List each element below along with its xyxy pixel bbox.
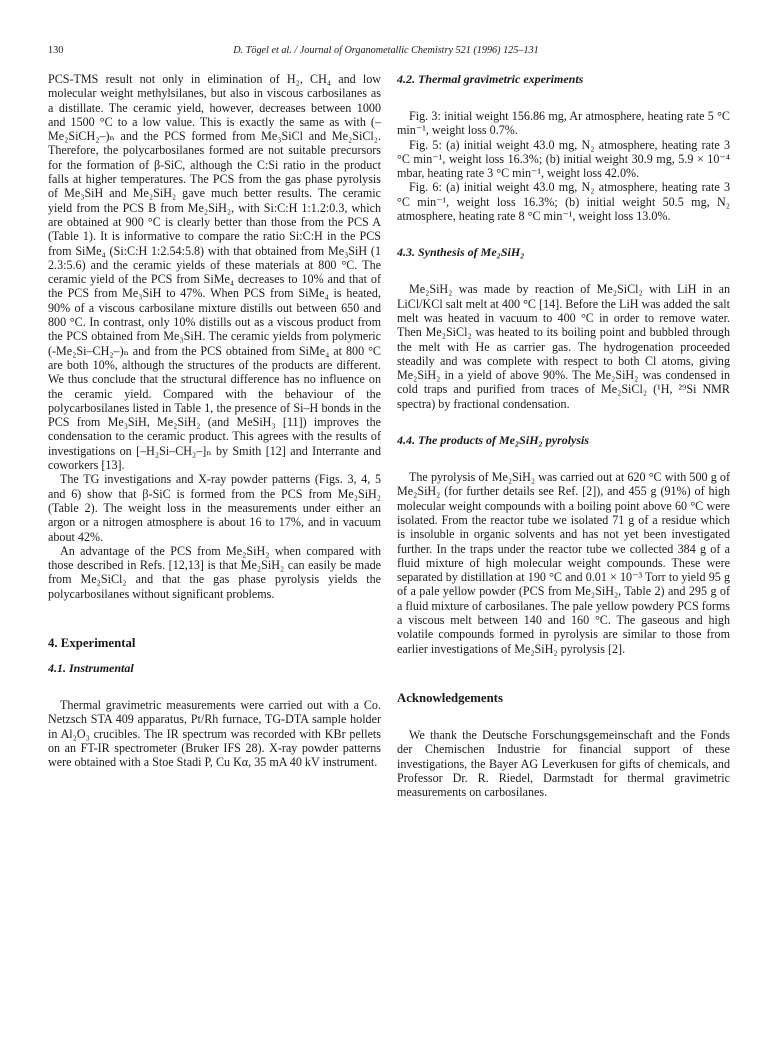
paragraph-acknowledgements: We thank the Deutsche Forschungsgemeinschaft and the Fonds der Chemischen Industrie for financial support of these investigations, the Bayer AG Leverkusen for gifts of chemicals, and Professor Dr. R. Riedel, Darmstadt for thermal gravimetric measurements on carbosilanes.: [397, 727, 730, 800]
paragraph-discussion-1: PCS-TMS result not only in elimination of H₂, CH₄ and low molecular weight methylsilanes, but also in viscous carbosilanes as a distillate. The ceramic yield, however, decreases between 1000 and 1500 °C to a low value. This is exactly the same as with (–Me₂SiCH₂–)ₙ and the PCS formed from Me₃SiCl and Me₂SiCl₂. Therefore, the polycarbosilanes formed are not suitable precursors for the formation of β-SiC, although the C:Si ratio in the product falls at higher temperatures. The PCS from the gas phase pyrolysis of Me₃SiH and Me₂SiH₂ gave much better results. The ceramic yield from the PCS B from Me₂SiH₂, with Si:C:H 1:1.2:0.3, which are obtained at 900 °C is clearly better than those from the PCS A (Table 1). It is informative to compare the ratio Si:C:H in the PCS from SiMe₄ (Si:C:H 1:2.54:5.8) with that obtained from Me₃SiH (1 2.3:5.6) and the ceramic yields of these materials at 800 °C. The ceramic yield of the PCS from SiMe₄ decreases to 10% and that of the PCS from Me₃SiH to 47%. When PCS from SiMe₄ is heated, 90% of a viscous carbosilane mixture distills out between 650 and 800 °C. In contrast, only 10% distills out as a viscous product from the PCS obtained from Me₃SiH. The ceramic yields from polymeric (-Me₂Si–CH₂–)ₙ and from the PCS obtained from SiMe₄ at 800 °C are both 10%, although the structures of the products are different. We thus conclude that the structural difference has no influence on the ceramic yield. Compared with the behaviour of the polycarbosilanes listed in Table 1, the presence of Si–H bonds in the PCS from Me₃SiH, Me₂SiH₂ (and MeSiH₃ [11]) improves the condensation to the ceramic product. This agrees with the results of investigations on [–H₂Si–CH₂–]ₙ by Smith [12] and Interrante and coworkers [13].: [48, 72, 381, 473]
right-column: [397, 72, 730, 799]
paragraph-instrumental: Thermal gravimetric measurements were carried out with a Co. Netzsch STA 409 apparatus, Pt/Rh furnace, TG-DTA sample holder in Al₂O₃ crucibles. The IR spectrum was recorded with KBr pellets on an FT-IR spectrometer (Bruker IFS 28). X-ray powder patterns were obtained with a Stoe Stadi P, Cu Kα, 35 mA 40 kV instrument.: [48, 697, 381, 770]
section-heading-experimental: 4. Experimental: [48, 635, 136, 650]
paragraph-fig6: Fig. 6: (a) initial weight 43.0 mg, N₂ atmosphere, heating rate 3 °C min⁻¹, weight loss 16.3%; (b) initial weight 50.5 mg, N₂ atmosphere, heating rate 8 °C min⁻¹, weight loss 13.0%.: [397, 180, 730, 224]
left-column: [48, 72, 381, 769]
section-heading-acknowledgements: Acknowledgements: [397, 690, 503, 705]
subsection-heading-synthesis: 4.3. Synthesis of Me₂SiH₂: [397, 245, 525, 260]
paragraph-fig3: Fig. 3: initial weight 156.86 mg, Ar atmosphere, heating rate 5 °C min⁻¹, weight loss 0.7%.: [397, 109, 730, 138]
subsection-heading-thermal: 4.2. Thermal gravimetric experiments: [397, 72, 584, 86]
paragraph-discussion-3: An advantage of the PCS from Me₂SiH₂ when compared with those described in Refs. [12,13] is that Me₂SiH₂ can easily be made from Me₂SiCl₂ and that the gas phase pyrolysis yields the polycarbosilanes without significant problems.: [48, 543, 381, 601]
paragraph-synthesis: Me₂SiH₂ was made by reaction of Me₂SiCl₂ with LiH in an LiCl/KCl salt melt at 400 °C [14]. Before the LiH was added the salt melt was heated in vacuum to 400 °C in order to remove water. Then Me₂SiCl₂ was heated to its boiling point and bubbled through the melt with He as carrier gas. The hydrogenation proceeded steadily and was complete with respect to both Cl atoms, giving Me₂SiH₂ in a yield of above 90%. The Me₂SiH₂ was condensed in cold traps and purified from traces of Me₂SiCl₂ (¹H, ²⁹Si NMR spectra) by fractional condensation.: [397, 282, 730, 411]
running-title: D. Tögel et al. / Journal of Organometallic Chemistry 521 (1996) 125–131: [233, 45, 539, 56]
paragraph-discussion-2: The TG investigations and X-ray powder patterns (Figs. 3, 4, 5 and 6) show that β-SiC is formed from the PCS from Me₂SiH₂ (Table 2). The weight loss in the measurements under either an argon or a nitrogen atmosphere is about 16 to 17%, and in vacuum about 42%.: [48, 472, 381, 544]
paragraph-products: The pyrolysis of Me₂SiH₂ was carried out at 620 °C with 500 g of Me₂SiH₂ (for further details see Ref. [2]), and 455 g (91%) of high molecular weight compounds with a boiling point above 60 °C were isolated. From the reactor tube we isolated 71 g of a residue which is insoluble in organic solvents and has not yet been investigated further. In the traps under the reactor tube we collected 384 g of a fluid mixture of high molecular weight compounds. These were separated by distillation at 190 °C and 0.01 × 10⁻³ Torr to yield 95 g of a pale yellow powder (PCS from Me₂SiH₂, Table 2) and 295 g of a fluid mixture of carbosilanes. The pale yellow powdery PCS forms a viscous melt between 140 and 160 °C. The gaseous and high volatile compounds formed in pyrolysis are similar to those from earlier investigations of Me₂SiH₂ pyrolysis [2].: [397, 470, 730, 656]
page-number: 130: [48, 45, 64, 56]
subsection-heading-products: 4.4. The products of Me₂SiH₂ pyrolysis: [397, 433, 590, 448]
paragraph-fig5: Fig. 5: (a) initial weight 43.0 mg, N₂ atmosphere, heating rate 3 °C min⁻¹, weight loss 16.3%; (b) initial weight 30.9 mg, 5.9 × 10⁻⁴ mbar, heating rate 3 °C min⁻¹, weight loss 42.0%.: [397, 137, 730, 181]
subsection-heading-instrumental: 4.1. Instrumental: [48, 660, 134, 675]
